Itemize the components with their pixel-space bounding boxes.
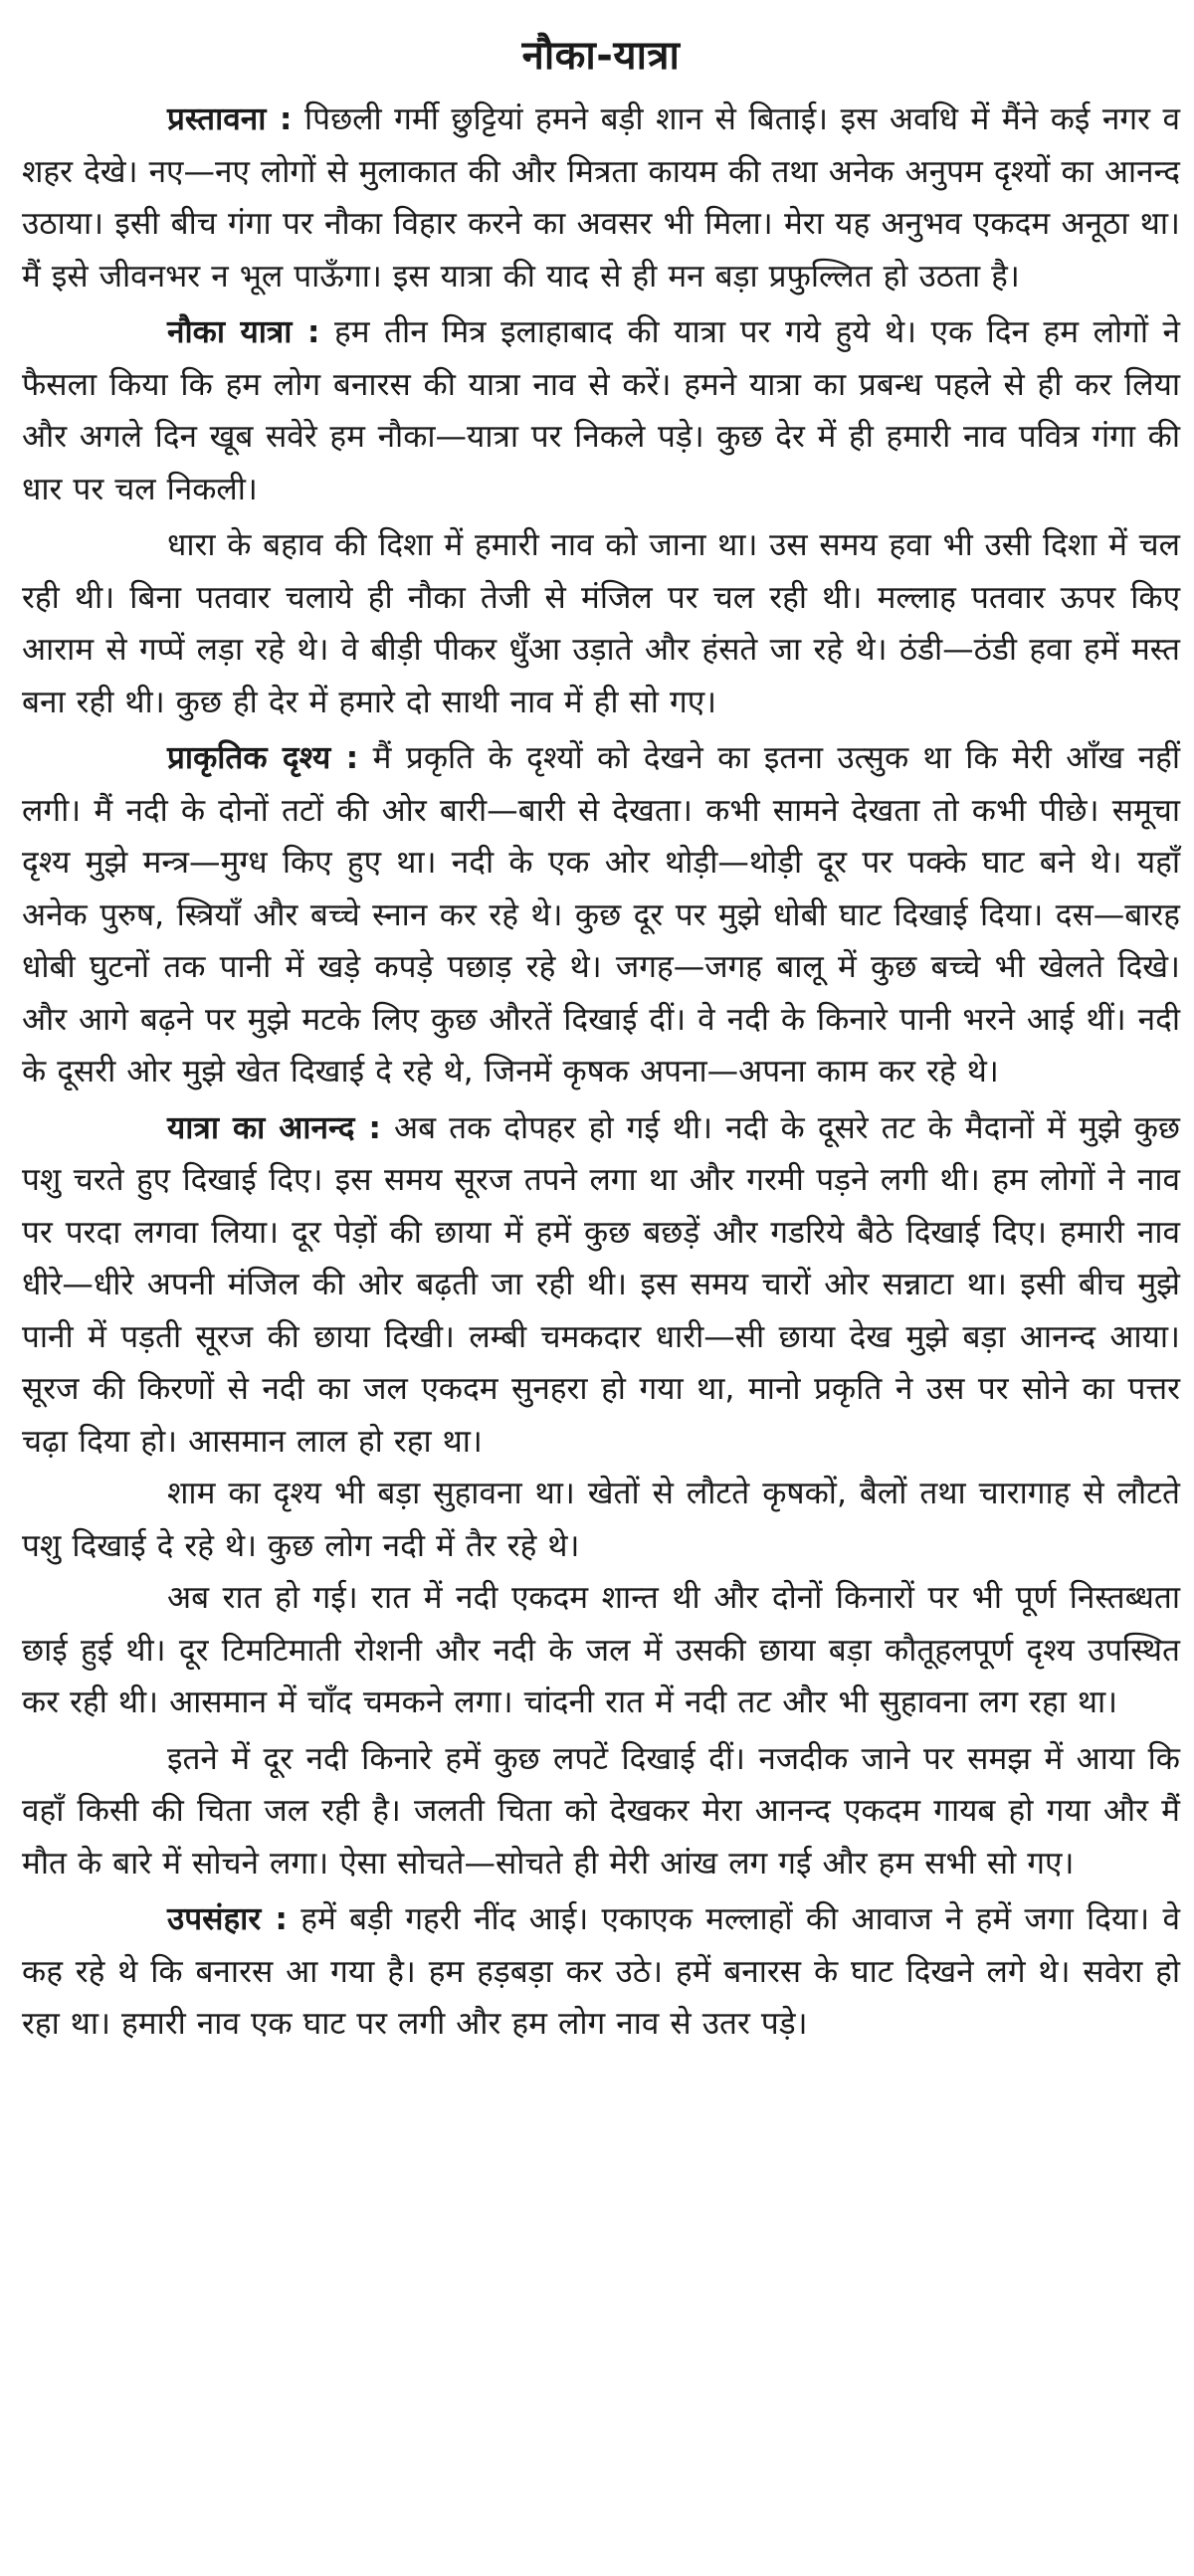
paragraph-natural-scenery xyxy=(22,732,1180,1098)
paragraph-text: अब रात हो गई। रात में नदी एकदम शान्त थी और दोनों किनारों पर भी पूर्ण निस्तब्धता छाई हुई थी। दूर टिमटिमाती रोशनी और नदी के जल में उसकी छाया बड़ा कौतूहलपूर्ण दृश्य उपस्थित कर रही थी। आसमान में चाँद चमकने लगा। चांदनी रात में नदी तट और भी सुहावना लग रहा था। xyxy=(22,1580,1180,1720)
paragraph-night-scene xyxy=(22,1572,1180,1729)
section-heading-introduction: प्रस्तावना : xyxy=(167,101,293,137)
section-heading-conclusion: उपसंहार : xyxy=(167,1901,289,1937)
paragraph-text: मैं प्रकृति के दृश्यों को देखने का इतना उत्सुक था कि मेरी आँख नहीं लगी। मैं नदी के दोनों तटों की ओर बारी—बारी से देखता। कभी सामने देखता तो कभी पीछे। समूचा दृश्य मुझे मन्त्र—मुग्ध किए हुए था। नदी के एक ओर थोड़ी—थोड़ी दूर पर पक्के घाट बने थे। यहाँ अनेक पुरुष, स्त्रियाँ और बच्चे स्नान कर रहे थे। कुछ दूर पर मुझे धोबी घाट दिखाई दिया। दस—बारह धोबी घुटनों तक पानी में खड़े कपड़े पछाड़ रहे थे। जगह—जगह बालू में कुछ बच्चे भी खेलते दिखे। और आगे बढ़ने पर मुझे मटके लिए कुछ औरतें दिखाई दीं। वे नदी के किनारे पानी भरने आई थीं। नदी के दूसरी ओर मुझे खेत दिखाई दे रहे थे, जिनमें कृषक अपना—अपना काम कर रहे थे। xyxy=(22,740,1180,1090)
paragraph-introduction xyxy=(22,94,1180,302)
paragraph-text: हमें बड़ी गहरी नींद आई। एकाएक मल्लाहों की आवाज ने हमें जगा दिया। वे कह रहे थे कि बनारस आ गया है। हम हड़बड़ा कर उठे। हमें बनारस के घाट दिखने लगे थे। सवेरा हो रहा था। हमारी नाव एक घाट पर लगी और हम लोग नाव से उतर पड़े। xyxy=(22,1901,1180,2042)
paragraph-funeral-pyre xyxy=(22,1733,1180,1890)
paragraph-evening-scene xyxy=(22,1468,1180,1572)
paragraph-text: हम तीन मित्र इलाहाबाद की यात्रा पर गये हुये थे। एक दिन हम लोगों ने फैसला किया कि हम लोग बनारस की यात्रा नाव से करें। हमने यात्रा का प्रबन्ध पहले से ही कर लिया और अगले दिन खूब सवेरे हम नौका—यात्रा पर निकले पड़े। कुछ देर में ही हमारी नाव पवित्र गंगा की धार पर चल निकली। xyxy=(22,314,1180,507)
section-heading-natural-scenery: प्राकृतिक दृश्य : xyxy=(167,740,359,776)
document-title: नौका-यात्रा xyxy=(521,33,681,79)
paragraph-text: धारा के बहाव की दिशा में हमारी नाव को जाना था। उस समय हवा भी उसी दिशा में चल रही थी। बिना पतवार चलाये ही नौका तेजी से मंजिल पर चल रही थी। मल्लाह पतवार ऊपर किए आराम से गप्पें लड़ा रहे थे। वे बीड़ी पीकर धुँआ उड़ाते और हंसते जा रहे थे। ठंडी—ठंडी हवा हमें मस्त बना रही थी। कुछ ही देर में हमारे दो साथी नाव में ही सो गए। xyxy=(22,527,1180,720)
paragraph-text: पिछली गर्मी छुट्टियां हमने बड़ी शान से बिताई। इस अवधि में मैंने कई नगर व शहर देखे। नए—नए लोगों से मुलाकात की और मित्रता कायम की तथा अनेक अनुपम दृश्यों का आनन्द उठाया। इसी बीच गंगा पर नौका विहार करने का अवसर भी मिला। मेरा यह अनुभव एकदम अनूठा था। मैं इसे जीवनभर न भूल पाऊँगा। इस यात्रा की याद से ही मन बड़ा प्रफुल्लित हो उठता है। xyxy=(22,101,1180,295)
paragraph-journey-joy xyxy=(22,1102,1180,1469)
paragraph-text: इतने में दूर नदी किनारे हमें कुछ लपटें दिखाई दीं। नजदीक जाने पर समझ में आया कि वहाँ किसी की चिता जल रही है। जलती चिता को देखकर मेरा आनन्द एकदम गायब हो गया और मैं मौत के बारे में सोचने लगा। ऐसा सोचते—सोचते ही मेरी आंख लग गई और हम सभी सो गए। xyxy=(22,1740,1180,1882)
section-heading-journey-joy: यात्रा का आनन्द : xyxy=(167,1109,382,1146)
paragraph-text: शाम का दृश्य भी बड़ा सुहावना था। खेतों से लौटते कृषकों, बैलों तथा चारागाह से लौटते पशु दिखाई दे रहे थे। कुछ लोग नदी में तैर रहे थे। xyxy=(22,1476,1180,1564)
paragraph-boat-journey xyxy=(22,306,1180,515)
paragraph-text: अब तक दोपहर हो गई थी। नदी के दूसरे तट के मैदानों में मुझे कुछ पशु चरते हुए दिखाई दिए। इस समय सूरज तपने लगा था और गरमी पड़ने लगी थी। हम लोगों ने नाव पर परदा लगवा लिया। दूर पेड़ों की छाया में हमें कुछ बछड़ें और गडरिये बैठे दिखाई दिए। हमारी नाव धीरे—धीरे अपनी मंजिल की ओर बढ़ती जा रही थी। इस समय चारों ओर सन्नाटा था। इसी बीच मुझे पानी में पड़ती सूरज की छाया दिखी। लम्बी चमकदार धारी—सी छाया देख मुझे बड़ा आनन्द आया। सूरज की किरणों से नदी का जल एकदम सुनहरा हो गया था, मानो प्रकृति ने उस पर सोने का पत्तर चढ़ा दिया हो। आसमान लाल हो रहा था। xyxy=(22,1109,1180,1460)
section-heading-boat-journey: नौका यात्रा : xyxy=(167,314,320,350)
paragraph-conclusion xyxy=(22,1893,1180,2051)
paragraph-river-flow xyxy=(22,519,1180,728)
